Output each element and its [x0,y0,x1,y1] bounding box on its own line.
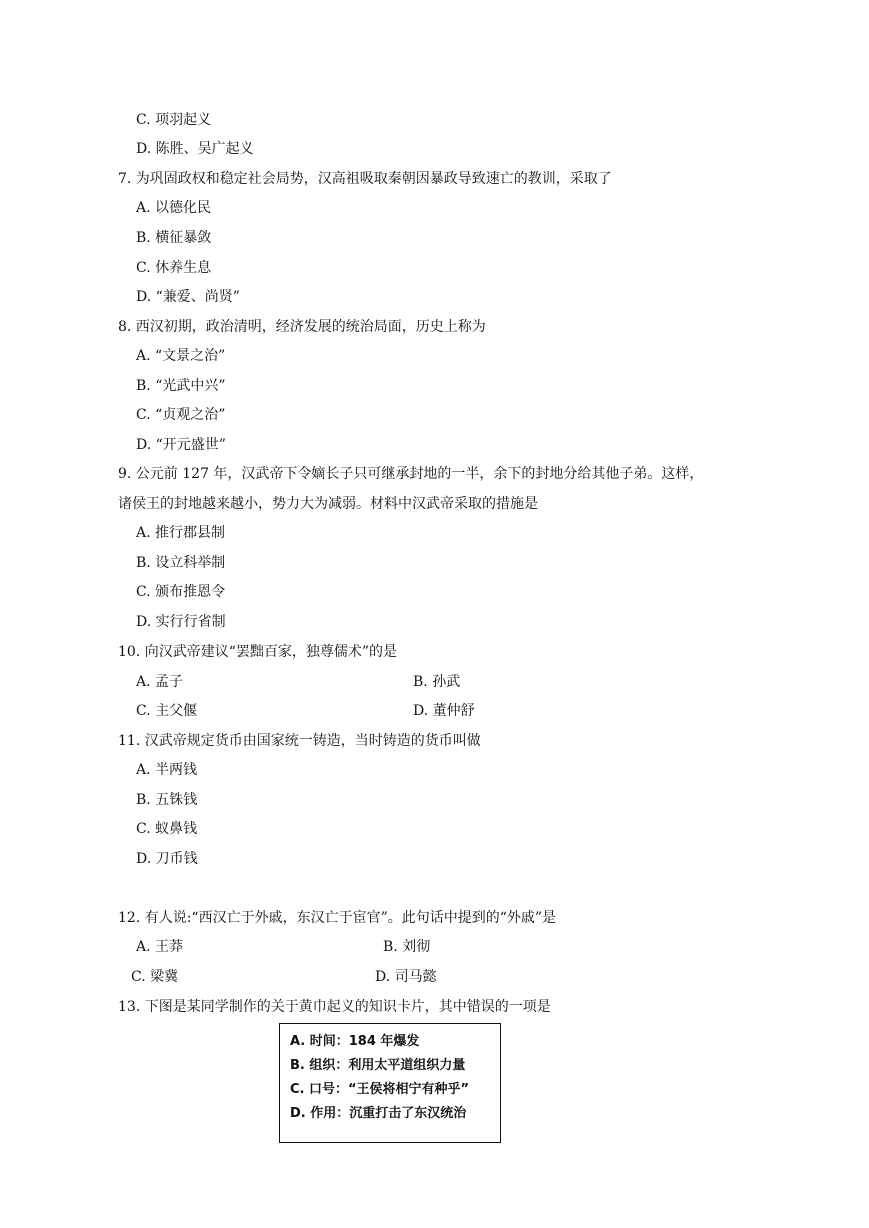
q7-option-c: C. 休养生息 [136,260,212,276]
q13-stem: 13. 下图是某同学制作的关于黄巾起义的知识卡片，其中错误的一项是 [118,999,551,1015]
q10-option-b: B. 孙武 [413,674,461,690]
q11-option-d: D. 刀币钱 [136,851,198,867]
card-line-b: B. 组织：利用太平道组织力量 [290,1058,466,1073]
knowledge-card [279,1023,501,1143]
q7-option-b: B. 横征暴敛 [136,230,212,246]
q9-option-b: B. 设立科举制 [136,555,226,571]
q11-option-c: C. 蚁鼻钱 [136,821,198,837]
q12-option-d: D. 司马懿 [375,969,437,985]
q6-option-c: C. 项羽起义 [136,112,212,128]
q8-stem: 8. 西汉初期，政治清明，经济发展的统治局面，历史上称为 [118,319,486,335]
q12-option-c: C. 梁冀 [131,969,179,985]
q9-stem-line2: 诸侯王的封地越来越小，势力大为减弱。材料中汉武帝采取的措施是 [118,496,538,512]
q7-option-d: D. “兼爱、尚贤” [136,289,240,305]
card-line-c: C. 口号：“王侯将相宁有种乎” [290,1082,470,1097]
q10-option-c: C. 主父偃 [136,703,198,719]
q8-option-b: B. “光武中兴” [136,378,226,394]
q9-stem-line1: 9. 公元前 127 年，汉武帝下令嫡长子只可继承封地的一半，余下的封地分给其他子弟。这样， [118,466,704,482]
card-line-d: D. 作用：沉重打击了东汉统治 [290,1106,467,1121]
q7-option-a: A. 以德化民 [136,200,212,216]
q11-stem: 11. 汉武帝规定货币由国家统一铸造，当时铸造的货币叫做 [118,733,481,749]
q12-option-b: B. 刘彻 [383,939,431,955]
q12-option-a: A. 王莽 [136,939,184,955]
q9-option-a: A. 推行郡县制 [136,525,226,541]
q6-option-d: D. 陈胜、吴广起义 [136,141,254,157]
q11-option-a: A. 半两钱 [136,762,198,778]
q10-option-d: D. 董仲舒 [413,703,475,719]
q10-stem: 10. 向汉武帝建议“罢黜百家，独尊儒术”的是 [118,644,398,660]
q8-option-d: D. “开元盛世” [136,437,226,453]
q9-option-c: C. 颁布推恩令 [136,584,226,600]
card-line-a: A. 时间：184 年爆发 [290,1034,420,1049]
q8-option-a: A. “文景之治” [136,348,226,364]
q9-option-d: D. 实行行省制 [136,614,226,630]
q12-stem: 12. 有人说:“西汉亡于外戚，东汉亡于宦官”。此句话中提到的“外戚”是 [118,910,557,926]
q11-option-b: B. 五铢钱 [136,792,198,808]
q10-option-a: A. 孟子 [136,674,184,690]
q8-option-c: C. “贞观之治” [136,407,226,423]
q7-stem: 7. 为巩固政权和稳定社会局势，汉高祖吸取秦朝因暴政导致速亡的教训，采取了 [118,171,612,187]
